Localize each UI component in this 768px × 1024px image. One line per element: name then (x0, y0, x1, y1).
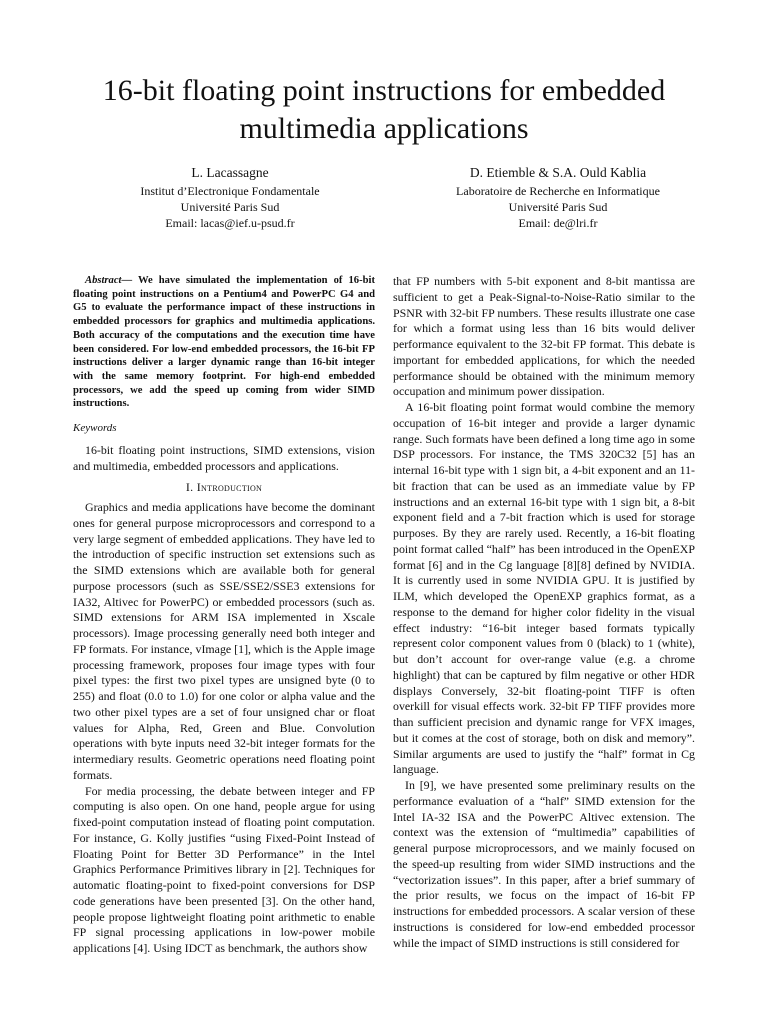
section-heading-introduction: I. Introduction (185, 480, 263, 495)
author-name: D. Etiemble & S.A. Ould Kablia (469, 165, 647, 180)
author-block-2 (408, 163, 708, 231)
body-paragraph: A 16-bit floating point format would combine the memory occupation of 16-bit integer and provide a larger dynamic range. Such formats have been defined a long time ago in some DSP processors. For instance, the TMS 320C32 [5] has an internal 16-bit type with 1 sign bit, a 4-bit exponent and an 11-bit fraction that can be used as an immediate value by FP instructions and an external 16-bit type with 1 sign bit, a 8-bit exponent field and a 7-bit fraction which is used for storage purposes. By they are rarely used. Recently, a 16-bit floating point format called “half” has been introduced in the OpenEXP format [6] and in the Cg language [8][8] defined by NVIDIA. It is currently used in some NVIDIA GPU. It is justified by ILM, which developed the OpenEXP graphics format, as a response to the demand for higher color fidelity in the visual effect industry: “16-bit integer based formats typically represent color component values from 0 (black) to 1 (white), but don’t account for over-range value (e.g. a chrome highlight) that can be captured by film negative or other HDR displays Conversely, 32-bit floating-point TIFF is often overkill for visual effects work. 32-bit FP TIFF provides more than sufficient precision and dynamic range for VFX images, but it comes at the cost of storage, both on disk and memory”. Similar arguments are used to justify the “half” format in Cg language. (393, 400, 695, 777)
keywords-text: 16-bit floating point instructions, SIMD extensions, vision and multimedia, embedded processors and applications. (73, 442, 375, 473)
body-paragraph: For media processing, the debate between integer and FP computing is also open. On one hand, people argue for using fixed-point computation instead of floating point computation. For instance, G. Kolly justifies “using Fixed-Point Instead of Floating Point for Better 3D Performance” in the Intel Graphics Performance Primitives library in [2]. Techniques for automatic floating-point to fixed-point conversions for DSP code generations have been presented [3]. On the other hand, people propose lightweight floating point arithmetic to enable FP signal processing applications in low-power mobile applications [4]. Using IDCT as benchmark, the authors show (73, 783, 375, 956)
body-paragraph: Graphics and media applications have become the dominant ones for general purpose microprocessors and correspond to a very large segment of embedded applications. They have led to the introduction of specific instruction set extensions such as the SIMD extensions which are available both for general purpose processors (such as SSE/SSE2/SSE3 extensions for IA32, Altivec for PowerPC) or embedded processors (such as. SIMD extensions for ARM ISA implemented in Xscale processors). Image processing generally need both integer and FP formats. For instance, vImage [1], which is the Apple image processing framework, proposes four image types with four pixel types: the first two pixel types are unsigned byte (0 to 255) and float (0.0 to 1.0) for one color or alpha value and the two other pixel types are a set of four unsigned char or float values for Alpha, Red, Green and Blue. Convolution operations with byte inputs need 32-bit integer formats for the intermediary results. Geometric operations need floating point formats. (73, 500, 375, 782)
left-column (73, 274, 375, 957)
author-university: Université Paris Sud (180, 200, 280, 214)
author-affiliation: Institut d’Electronique Fondamentale (140, 184, 320, 198)
author-email: Email: de@lri.fr (518, 216, 598, 230)
author-email: Email: lacas@ief.u-psud.fr (165, 216, 295, 230)
author-block-1 (80, 163, 380, 231)
keywords-heading: Keywords (73, 422, 117, 435)
abstract-text: — We have simulated the implementation of 16-bit floating point instructions on a Pentium4 and PowerPC G4 and G5 to evaluate the performance impact of these instructions in embedded processors for graphics and multimedia applications. Both accuracy of the computations and the execution time have been considered. For low-end embedded processors, the 16-bit FP instructions deliver a larger dynamic range than 16-bit integer with the same memory footprint. For high-end embedded processors, we add the speed up coming from wider SIMD instructions. (73, 275, 375, 410)
author-name: L. Lacassagne (191, 165, 269, 180)
right-column (393, 274, 695, 951)
paper-title: 16-bit floating point instructions for embedded multimedia applications (102, 74, 666, 145)
author-affiliation: Laboratoire de Recherche en Informatique (456, 184, 660, 198)
abstract-label: Abstract (85, 275, 122, 286)
body-paragraph-continued: that FP numbers with 5-bit exponent and 8-bit mantissa are sufficient to get a Peak-Signal-to-Noise-Ratio similar to the PSNR with 32-bit FP numbers. These results illustrate one case for which a format using less than 16 bits would deliver performance equivalent to the 32-bit FP format. This debate is important for embedded applications, for which the needed performance should be obtained with the minimum memory occupation and minimum power dissipation. (393, 274, 695, 399)
body-paragraph: In [9], we have presented some preliminary results on the performance evaluation of a “half” SIMD extension for the Intel IA-32 ISA and the PowerPC Altivec extension. The context was the extension of “multimedia” capabilities of general purpose microprocessors, and we mainly focused on the speed-up resulting from wider SIMD instructions and the “vectorization issues”. In this paper, after a brief summary of the prior results, we focus on the impact of 16-bit FP instructions for embedded processors. A scalar version of these instructions is considered for low-end embedded processor while the impact of SIMD instructions is still considered for (393, 778, 695, 950)
author-university: Université Paris Sud (508, 200, 608, 214)
abstract (73, 274, 375, 411)
